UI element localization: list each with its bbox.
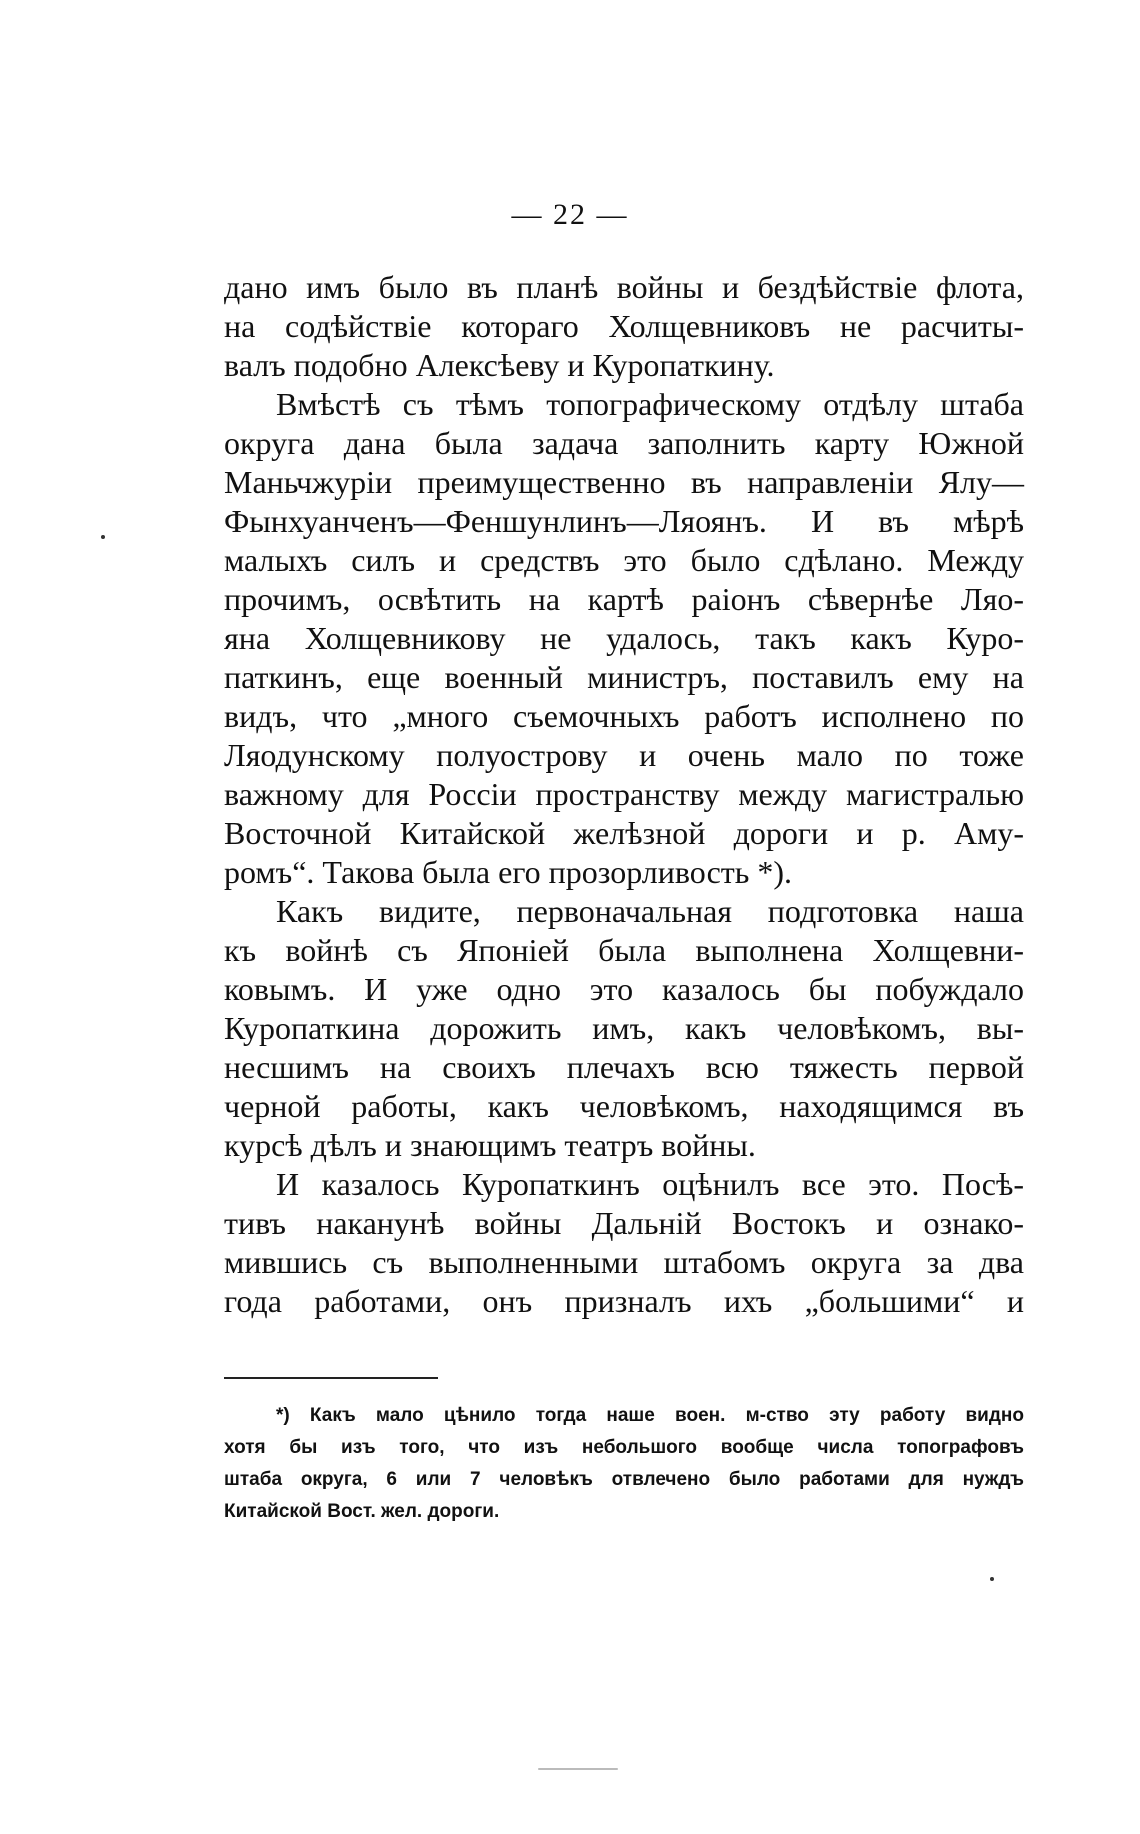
scan-speck — [538, 1768, 618, 1770]
scan-speck — [990, 1577, 994, 1581]
text-line: округа дана была задача заполнить карту Южной — [224, 425, 1024, 461]
text-line: года работами, онъ призналъ ихъ „большими“ и — [224, 1283, 1024, 1319]
text-line: тивъ наканунѣ войны Дальній Востокъ и ознако- — [224, 1205, 1024, 1241]
page-number: — 22 — — [511, 198, 629, 231]
text-line: И казалось Куропаткинъ оцѣнилъ все это. Посѣ- — [276, 1166, 1024, 1202]
text-line: яна Холщевникову не удалось, такъ какъ Куро- — [224, 620, 1024, 656]
text-line: несшимъ на своихъ плечахъ всю тяжесть первой — [224, 1049, 1024, 1085]
footnote-line: штаба округа, 6 или 7 человѣкъ отвлечено было работами для нуждъ — [224, 1469, 1024, 1490]
text-line: видъ, что „много съемочныхъ работъ исполнено по — [224, 698, 1024, 734]
main-text — [224, 268, 1024, 1321]
text-line: прочимъ, освѣтить на картѣ раіонъ сѣвернѣе Ляо- — [224, 581, 1024, 617]
text-line: къ войнѣ съ Японіей была выполнена Холщевни- — [224, 932, 1024, 968]
text-line: малыхъ силъ и средствъ это было сдѣлано. Между — [224, 542, 1024, 578]
footnote-line: хотя бы изъ того, что изъ небольшого вообще числа топографовъ — [224, 1437, 1024, 1458]
text-line: Какъ видите, первоначальная подготовка наша — [276, 893, 1024, 929]
text-line: на содѣйствіе котораго Холщевниковъ не расчиты- — [224, 308, 1024, 344]
text-line: черной работы, какъ человѣкомъ, находящимся въ — [224, 1088, 1024, 1124]
text-line: Маньчжуріи преимущественно въ направленіи Ялу— — [224, 464, 1024, 500]
text-line: ромъ“. Такова была его прозорливость *). — [224, 854, 793, 890]
scan-speck — [101, 535, 105, 539]
footnote — [224, 1400, 1024, 1528]
footnote-divider — [224, 1377, 438, 1379]
text-line: Восточной Китайской желѣзной дороги и р. Аму- — [224, 815, 1024, 851]
text-line: паткинъ, еще военный министръ, поставилъ ему на — [224, 659, 1024, 695]
text-line: Ляодунскому полуострову и очень мало по тоже — [224, 737, 1024, 773]
text-line: важному для Россіи пространству между магистралью — [224, 776, 1024, 812]
text-line: мившись съ выполненными штабомъ округа за два — [224, 1244, 1024, 1280]
text-line: ковымъ. И уже одно это казалось бы побуждало — [224, 971, 1024, 1007]
text-line: валъ подобно Алексѣеву и Куропаткину. — [224, 347, 775, 383]
text-line: Вмѣстѣ съ тѣмъ топографическому отдѣлу штаба — [276, 386, 1024, 422]
text-line: Фынхуанченъ—Феншунлинъ—Ляоянъ. И въ мѣрѣ — [224, 503, 1024, 539]
text-line: курсѣ дѣлъ и знающимъ театръ войны. — [224, 1127, 756, 1163]
text-line: дано имъ было въ планѣ войны и бездѣйствіе флота, — [224, 269, 1024, 305]
text-line: Куропаткина дорожить имъ, какъ человѣкомъ, вы- — [224, 1010, 1024, 1046]
footnote-line: Китайской Вост. жел. дороги. — [224, 1501, 500, 1522]
footnote-line: *) Какъ мало цѣнило тогда наше воен. м-ство эту работу видно — [276, 1405, 1024, 1426]
